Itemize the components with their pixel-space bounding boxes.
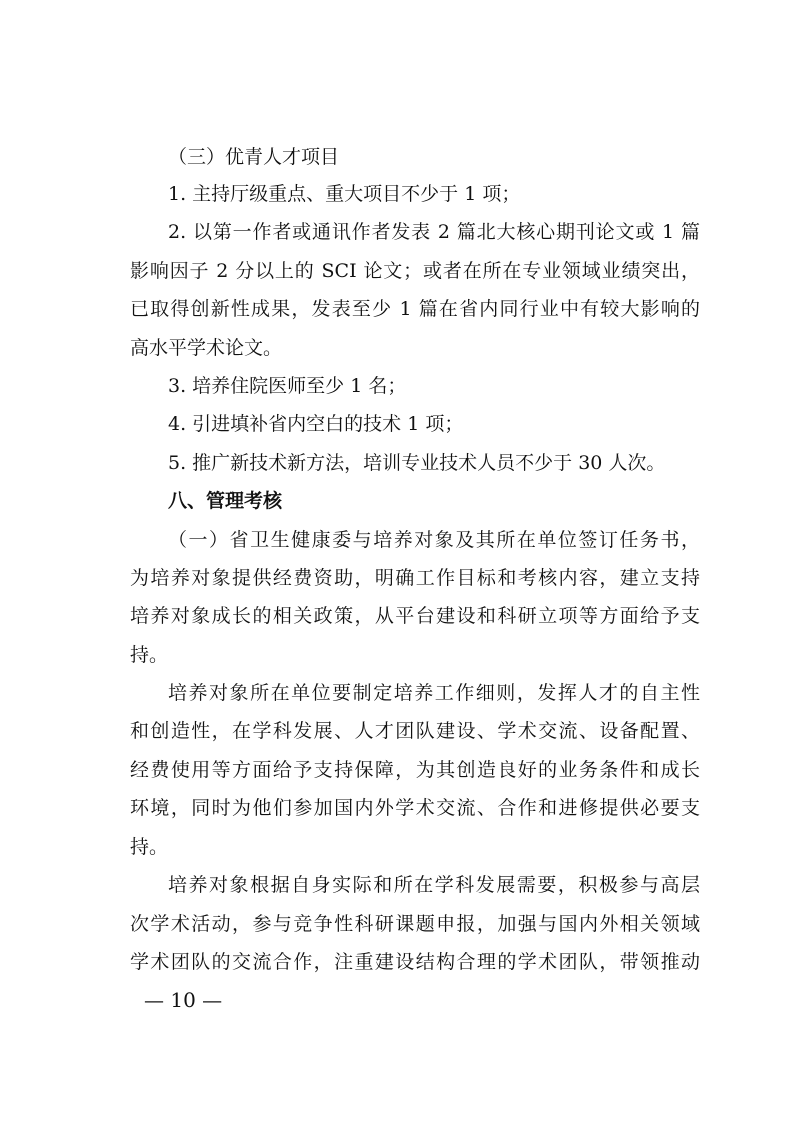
paragraph-2-line-4: 环境，同时为他们参加国内外学术交流、合作和进修提供必要支 <box>130 797 700 819</box>
paragraph-2-line-5: 持。 <box>130 836 169 858</box>
list-item-1: 1. 主持厅级重点、重大项目不少于 1 项； <box>168 183 521 205</box>
paragraph-3-line-2: 次学术活动，参与竞争性科研课题申报，加强与国内外相关领域 <box>130 913 700 935</box>
paragraph-3-line-1: 培养对象根据自身实际和所在学科发展需要，积极参与高层 <box>168 874 700 896</box>
paragraph-3-line-3: 学术团队的交流合作，注重建设结构合理的学术团队，带领推动 <box>130 951 700 973</box>
section-heading-youth-talent: （三）优青人才项目 <box>168 146 340 168</box>
list-item-2-line-1: 2. 以第一作者或通讯作者发表 2 篇北大核心期刊论文或 1 篇 <box>168 221 700 243</box>
paragraph-1-line-2: 为培养对象提供经费资助，明确工作目标和考核内容，建立支持 <box>130 567 700 589</box>
page-number: — 10 — <box>144 988 223 1012</box>
paragraph-1-line-3: 培养对象成长的相关政策，从平台建设和科研立项等方面给予支 <box>130 605 700 627</box>
paragraph-1-line-1: （一）省卫生健康委与培养对象及其所在单位签订任务书， <box>168 529 700 551</box>
paragraph-1-line-4: 持。 <box>130 644 169 666</box>
list-item-3: 3. 培养住院医师至少 1 名； <box>168 375 407 397</box>
list-item-5: 5. 推广新技术新方法，培训专业技术人员不少于 30 人次。 <box>168 452 666 474</box>
paragraph-2-line-2: 和创造性，在学科发展、人才团队建设、学术交流、设备配置、 <box>130 720 700 742</box>
list-item-2-line-4: 高水平学术论文。 <box>130 337 283 359</box>
paragraph-2-line-3: 经费使用等方面给予支持保障，为其创造良好的业务条件和成长 <box>130 759 700 781</box>
list-item-4: 4. 引进填补省内空白的技术 1 项； <box>168 413 464 435</box>
section-heading-management: 八、管理考核 <box>168 490 283 512</box>
paragraph-2-line-1: 培养对象所在单位要制定培养工作细则，发挥人才的自主性 <box>168 682 700 704</box>
list-item-2-line-2: 影响因子 2 分以上的 SCI 论文；或者在所在专业领域业绩突出， <box>130 260 700 282</box>
list-item-2-line-3: 已取得创新性成果，发表至少 1 篇在省内同行业中有较大影响的 <box>130 298 700 320</box>
